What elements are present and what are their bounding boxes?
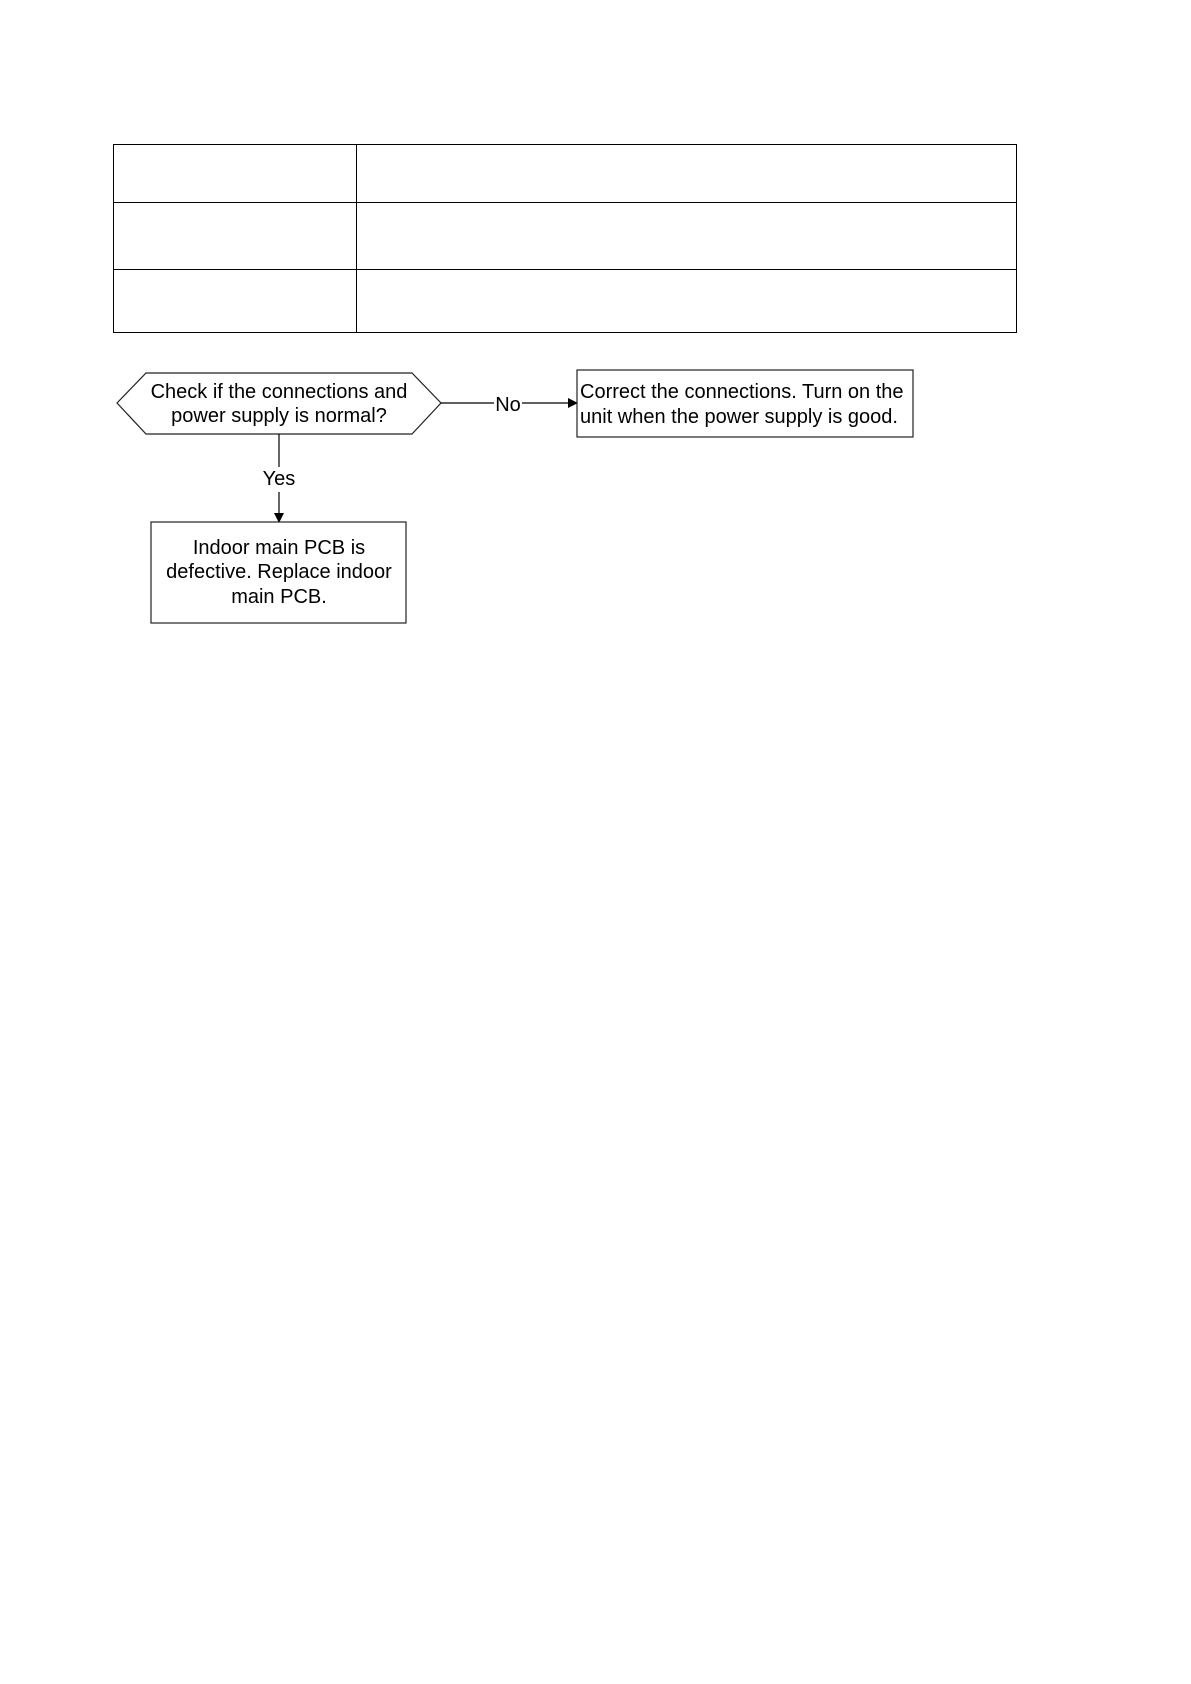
- yes-action-text-line-3: main PCB.: [231, 586, 327, 608]
- yes-action-text-line-1: Indoor main PCB is: [192, 537, 366, 559]
- decision-text-line-1: Check if the connections and: [150, 381, 408, 403]
- no-label: No: [495, 394, 521, 416]
- flowchart: [0, 0, 1191, 700]
- no-action-text-line-2: unit when the power supply is good.: [580, 406, 898, 428]
- yes-label: Yes: [262, 468, 296, 490]
- yes-action-text-line-2: defective. Replace indoor: [166, 561, 392, 583]
- no-action-text-line-1: Correct the connections. Turn on the: [580, 381, 904, 403]
- decision-text-line-2: power supply is normal?: [171, 405, 387, 427]
